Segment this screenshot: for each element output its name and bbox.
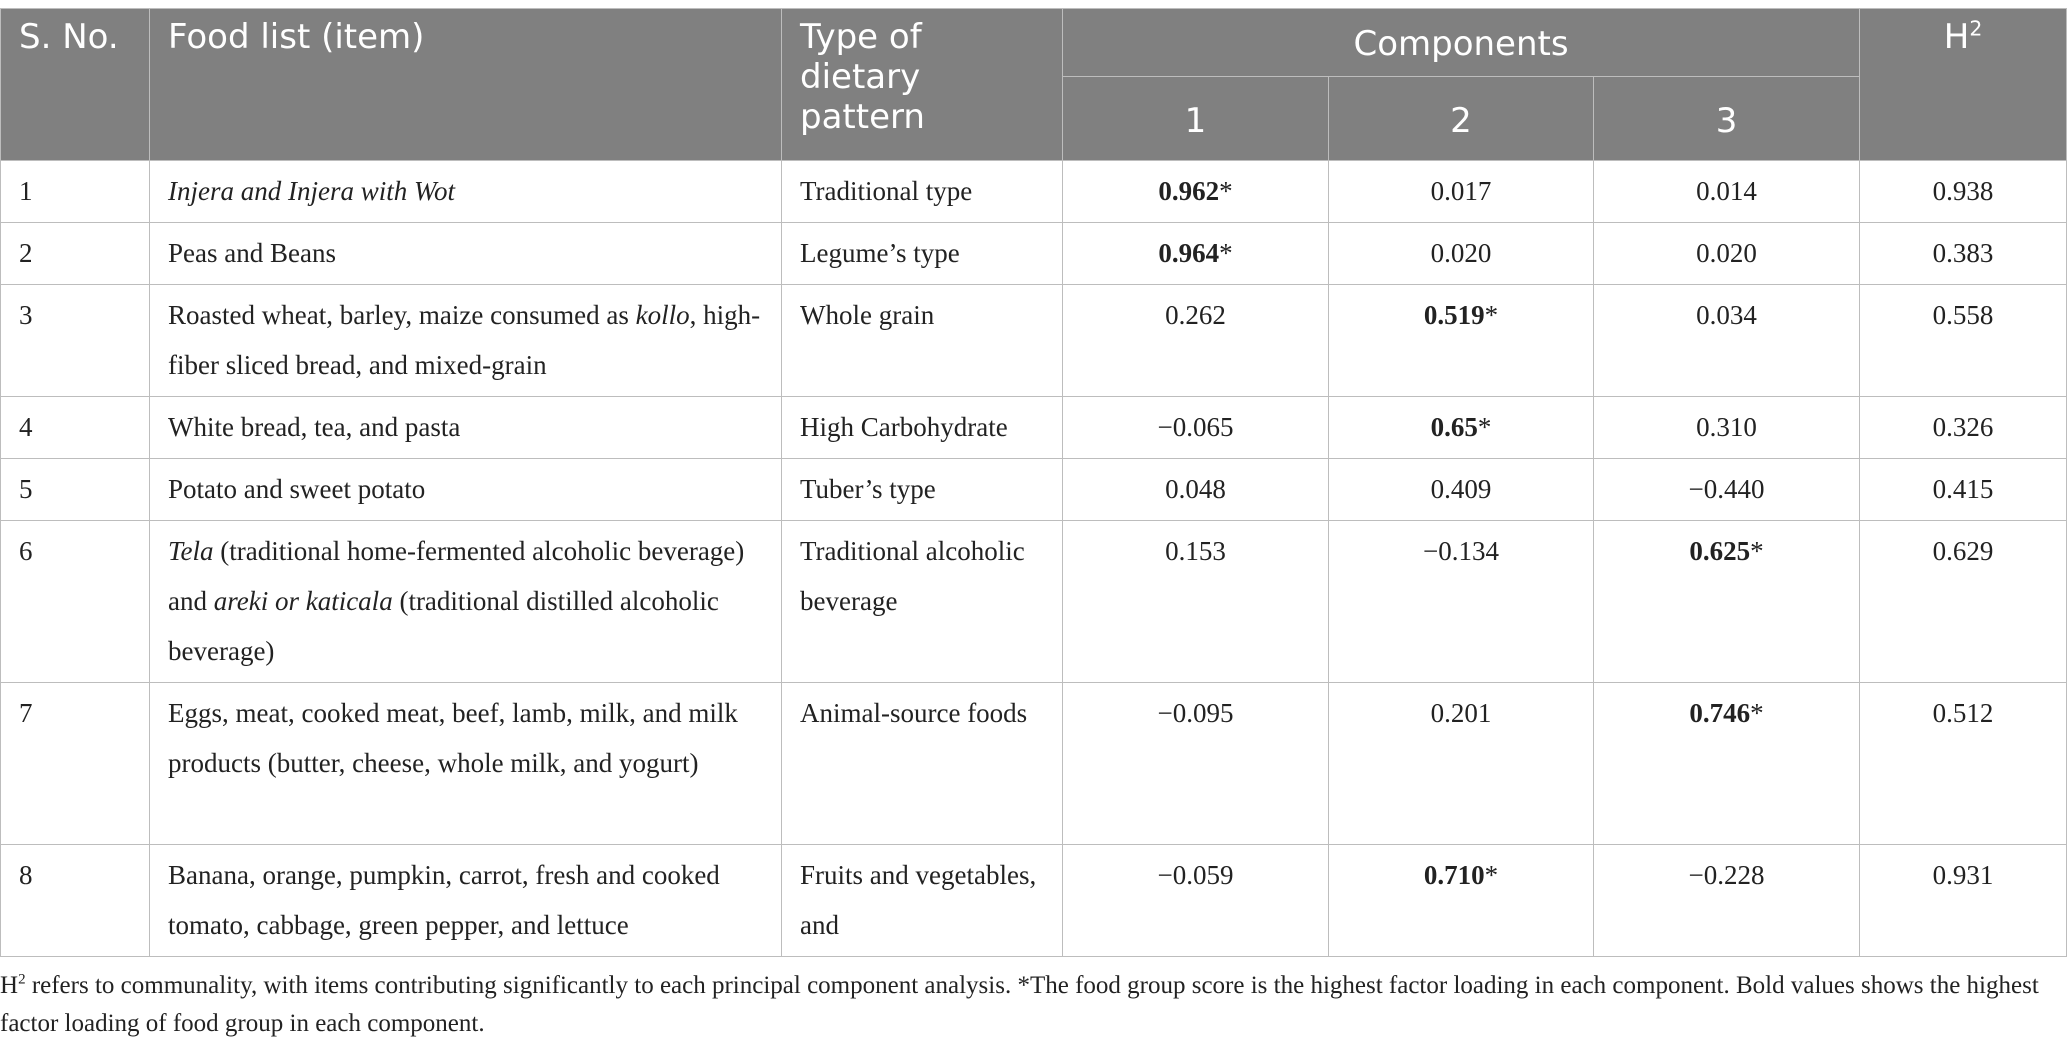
table-row (1, 397, 2067, 459)
cell-food-list (150, 161, 782, 223)
table-footnote (0, 967, 2060, 1043)
cell-sno: 1 (1, 161, 150, 223)
food-text: Roasted wheat, barley, maize consumed as (168, 300, 636, 330)
cell-h2: 0.326 (1860, 397, 2067, 459)
cell-component-3 (1594, 223, 1860, 285)
food-text: (traditional distilled alcoholic beverage) (168, 586, 719, 666)
loading-value: 0.034 (1696, 300, 1757, 330)
food-text: , high-fiber sliced bread, and mixed-grain (168, 300, 761, 380)
table-row (1, 521, 2067, 683)
header-component-1: 1 (1063, 77, 1329, 161)
loading-value: 0.201 (1430, 698, 1492, 728)
table-row (1, 683, 2067, 845)
loading-value: 0.048 (1165, 474, 1226, 504)
cell-component-3 (1594, 285, 1860, 397)
cell-sno: 6 (1, 521, 150, 683)
cell-dietary-pattern: Fruits and vegetables, and (782, 845, 1063, 957)
cell-dietary-pattern: Whole grain (782, 285, 1063, 397)
cell-food-list (150, 683, 782, 845)
loading-value: 0.020 (1696, 238, 1757, 268)
significance-star: * (1219, 176, 1233, 206)
loading-value: −0.134 (1423, 536, 1499, 566)
cell-dietary-pattern: Tuber’s type (782, 459, 1063, 521)
cell-component-1 (1063, 397, 1329, 459)
loading-value: −0.059 (1157, 860, 1234, 890)
loading-value: 0.409 (1430, 474, 1492, 504)
cell-component-1 (1063, 683, 1329, 845)
cell-component-3 (1594, 459, 1860, 521)
loading-value: −0.095 (1157, 698, 1234, 728)
loading-value: 0.519 (1423, 300, 1485, 330)
significance-star: * (1477, 412, 1492, 442)
cell-component-1 (1063, 521, 1329, 683)
cell-dietary-pattern: High Carbohydrate (782, 397, 1063, 459)
cell-h2: 0.512 (1860, 683, 2067, 845)
cell-component-1 (1063, 459, 1329, 521)
header-h2-base: H (1943, 17, 1970, 57)
cell-component-1 (1063, 223, 1329, 285)
header-component-2: 2 (1329, 77, 1594, 161)
header-dietary-pattern: Type of dietary pattern (782, 9, 1063, 161)
loading-value: 0.014 (1696, 176, 1757, 206)
cell-dietary-pattern: Traditional alcoholic beverage (782, 521, 1063, 683)
cell-sno: 2 (1, 223, 150, 285)
table-header (1, 9, 2067, 161)
food-text-italic: Tela (168, 536, 214, 566)
cell-h2: 0.558 (1860, 285, 2067, 397)
loading-value: 0.262 (1165, 300, 1226, 330)
cell-component-3 (1594, 845, 1860, 957)
cell-component-2 (1329, 397, 1594, 459)
cell-sno: 5 (1, 459, 150, 521)
cell-food-list (150, 845, 782, 957)
factor-loading-table (0, 8, 2067, 957)
food-text: Potato and sweet potato (168, 474, 426, 504)
loading-value: −0.228 (1688, 860, 1765, 890)
food-text-italic: areki or katicala (213, 586, 393, 616)
significance-star: * (1750, 536, 1764, 566)
footnote-h2-sup: 2 (18, 971, 26, 988)
cell-component-1 (1063, 285, 1329, 397)
cell-food-list (150, 459, 782, 521)
loading-value: 0.964 (1158, 238, 1220, 268)
header-component-3: 3 (1594, 77, 1860, 161)
significance-star: * (1219, 238, 1233, 268)
cell-sno: 8 (1, 845, 150, 957)
cell-component-3 (1594, 683, 1860, 845)
loading-value: 0.310 (1696, 412, 1757, 442)
table-body (1, 161, 2067, 957)
table-row (1, 285, 2067, 397)
cell-component-3 (1594, 521, 1860, 683)
cell-component-2 (1329, 223, 1594, 285)
loading-value: 0.017 (1430, 176, 1492, 206)
food-text-italic: Injera and Injera with Wot (168, 176, 455, 206)
cell-h2: 0.938 (1860, 161, 2067, 223)
significance-star: * (1750, 698, 1764, 728)
food-text-italic: kollo (635, 300, 690, 330)
loading-value: 0.746 (1689, 698, 1751, 728)
cell-h2: 0.629 (1860, 521, 2067, 683)
cell-dietary-pattern: Animal-source foods (782, 683, 1063, 845)
food-text: Banana, orange, pumpkin, carrot, fresh and cooked tomato, cabbage, green pepper, and lettuce (168, 860, 720, 940)
header-food-list: Food list (item) (150, 9, 782, 161)
cell-sno: 3 (1, 285, 150, 397)
cell-h2: 0.383 (1860, 223, 2067, 285)
cell-component-1 (1063, 161, 1329, 223)
cell-sno: 7 (1, 683, 150, 845)
cell-component-2 (1329, 285, 1594, 397)
cell-food-list (150, 397, 782, 459)
table-row (1, 161, 2067, 223)
cell-dietary-pattern: Traditional type (782, 161, 1063, 223)
loading-value: 0.65 (1430, 412, 1478, 442)
loading-value: −0.440 (1688, 474, 1765, 504)
table-row (1, 223, 2067, 285)
loading-value: −0.065 (1157, 412, 1234, 442)
cell-h2: 0.931 (1860, 845, 2067, 957)
cell-food-list (150, 223, 782, 285)
loading-value: 0.153 (1165, 536, 1226, 566)
food-text: Eggs, meat, cooked meat, beef, lamb, milk, and milk products (butter, cheese, whole milk, and yogurt) (168, 698, 738, 778)
cell-food-list (150, 285, 782, 397)
header-components: Components (1063, 9, 1860, 77)
cell-component-3 (1594, 161, 1860, 223)
cell-h2: 0.415 (1860, 459, 2067, 521)
loading-value: 0.710 (1423, 860, 1485, 890)
header-h2-sup: 2 (1969, 16, 1983, 41)
footnote-h2-base: H (0, 972, 19, 999)
cell-component-2 (1329, 521, 1594, 683)
food-text: Peas and Beans (168, 238, 336, 268)
cell-component-2 (1329, 683, 1594, 845)
food-text: White bread, tea, and pasta (168, 412, 461, 442)
table-row (1, 459, 2067, 521)
significance-star: * (1484, 860, 1499, 890)
loading-value: 0.625 (1689, 536, 1751, 566)
cell-component-2 (1329, 459, 1594, 521)
cell-dietary-pattern: Legume’s type (782, 223, 1063, 285)
cell-component-1 (1063, 845, 1329, 957)
significance-star: * (1484, 300, 1499, 330)
cell-sno: 4 (1, 397, 150, 459)
table-row (1, 845, 2067, 957)
loading-value: 0.962 (1158, 176, 1220, 206)
header-sno: S. No. (1, 9, 150, 161)
food-text: (traditional home-fermented alcoholic beverage) and (168, 536, 745, 616)
loading-value: 0.020 (1430, 238, 1492, 268)
header-h2 (1860, 9, 2067, 161)
cell-component-3 (1594, 397, 1860, 459)
cell-food-list (150, 521, 782, 683)
footnote-text: refers to communality, with items contributing significantly to each principal component analysis. *The food group score is the highest factor loading in each component. Bold values shows the highest factor loading of food group in each component. (0, 972, 2039, 1037)
cell-component-2 (1329, 161, 1594, 223)
cell-component-2 (1329, 845, 1594, 957)
